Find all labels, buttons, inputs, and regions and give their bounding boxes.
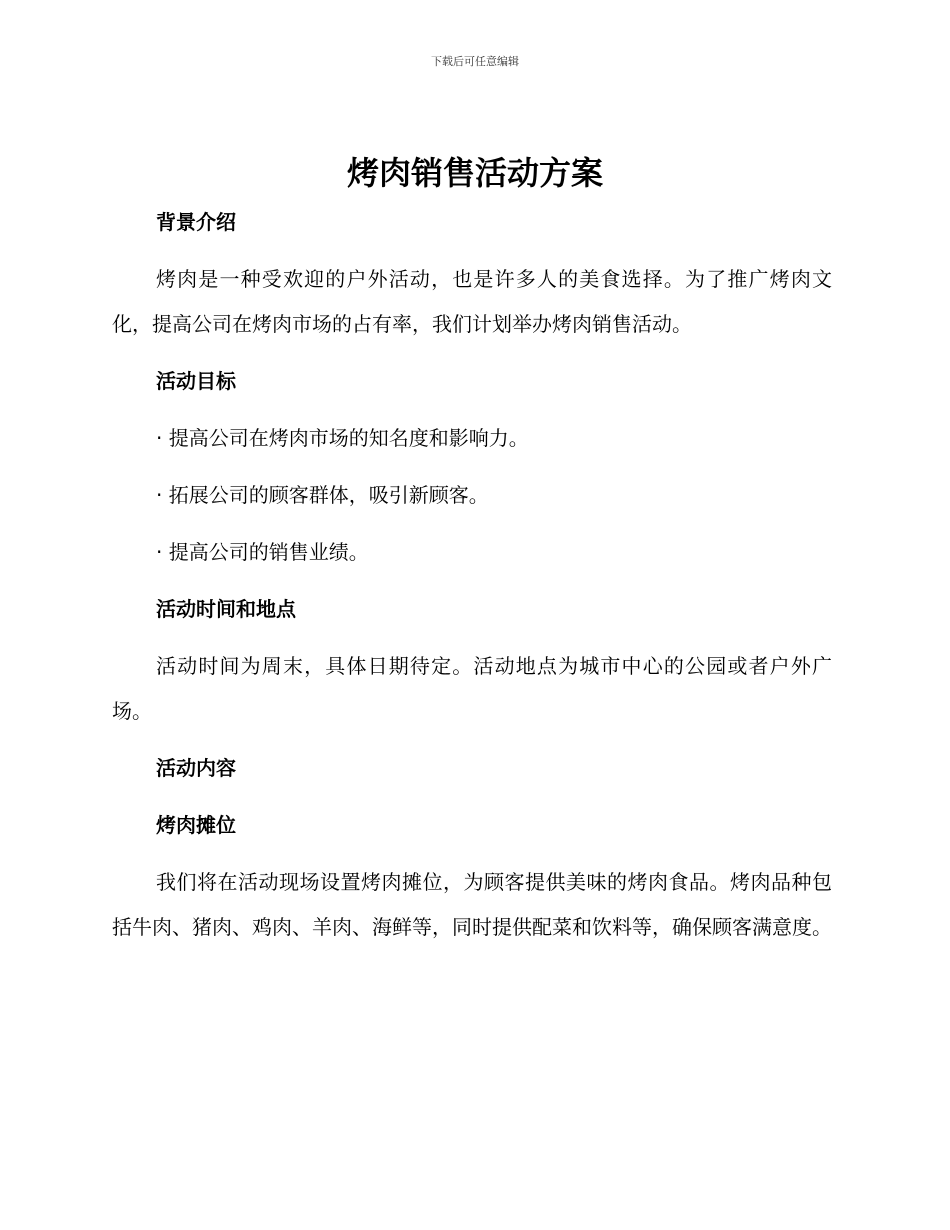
document-body: [112, 200, 832, 962]
document-title: 烤肉销售活动方案: [346, 154, 603, 192]
paragraph-background: 烤肉是一种受欢迎的户外活动，也是许多人的美食选择。为了推广烤肉文化，提高公司在烤肉市场的占有率，我们计划举办烤肉销售活动。: [112, 267, 832, 336]
heading-background: 背景介绍: [156, 210, 236, 234]
heading-bbq-stall: 烤肉摊位: [156, 813, 236, 837]
goal-item: · 拓展公司的顾客群体，吸引新顾客。: [156, 483, 489, 507]
goal-item: · 提高公司在烤肉市场的知名度和影响力。: [156, 426, 529, 450]
paragraph-bbq-stall: 我们将在活动现场设置烤肉摊位，为顾客提供美味的烤肉食品。烤肉品种包括牛肉、猪肉、鸡肉、羊肉、海鲜等，同时提供配菜和饮料等，确保顾客满意度。: [112, 870, 832, 939]
header-note: 下载后可任意编辑: [431, 55, 519, 68]
goal-item: · 提高公司的销售业绩。: [156, 540, 369, 564]
heading-activity-content: 活动内容: [156, 756, 236, 780]
heading-time-place: 活动时间和地点: [156, 597, 296, 621]
paragraph-time-place: 活动时间为周末，具体日期待定。活动地点为城市中心的公园或者户外广场。: [112, 654, 832, 723]
heading-goals: 活动目标: [156, 369, 236, 393]
